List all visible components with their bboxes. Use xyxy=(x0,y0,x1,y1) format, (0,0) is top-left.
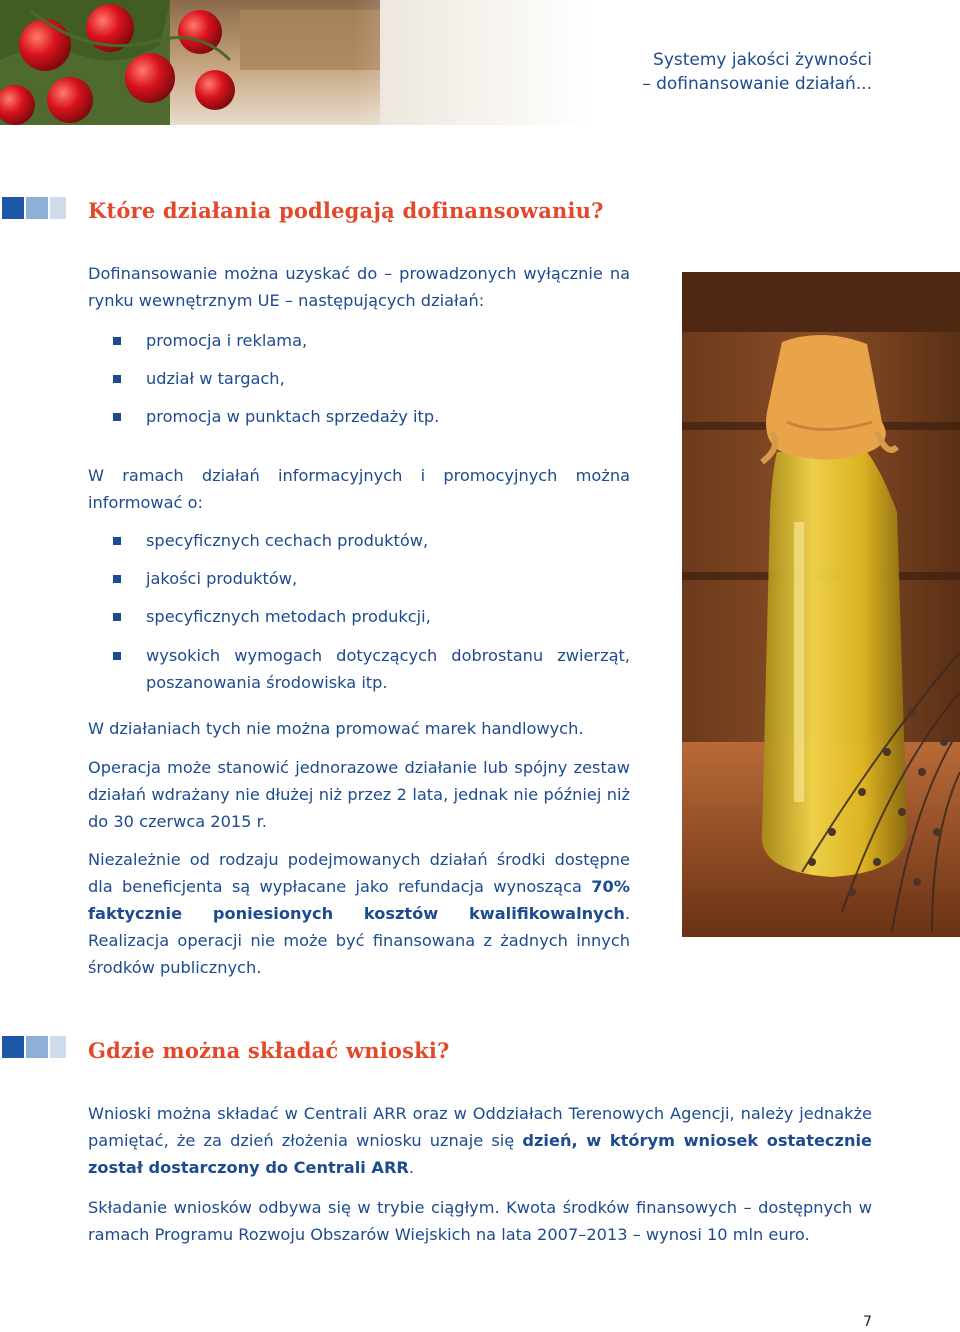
section-title-actions: Które działania podlegają dofinansowaniu? xyxy=(88,198,604,223)
list-item: wysokich wymogach dotyczących dobrostanu zwierząt, poszanowania środowiska itp. xyxy=(88,642,630,696)
list-item: promocja w punktach sprzedaży itp. xyxy=(88,403,630,441)
running-header-line1: Systemy jakości żywności xyxy=(653,50,872,70)
info-intro-paragraph: W ramach działań informacyjnych i promocyjnych można informować o: xyxy=(88,466,630,512)
section-marker xyxy=(2,197,66,219)
list-item: promocja i reklama, xyxy=(88,327,630,365)
section-marker xyxy=(2,1036,66,1058)
operation-paragraph: Operacja może stanowić jednorazowe działanie lub spójny zestaw działań wdrażany nie dłużej niż przez 2 lata, jednak nie później niż do 30 czerwca 2015 r. xyxy=(88,758,630,831)
bullet-list-info xyxy=(88,527,630,696)
list-item: specyficznych cechach produktów, xyxy=(88,527,630,565)
intro-paragraph: Dofinansowanie można uzyskać do – prowadzonych wyłącznie na rynku wewnętrznym UE – następujących działań: xyxy=(88,264,630,310)
running-header-line2: – dofinansowanie działań... xyxy=(642,74,872,94)
list-item: jakości produktów, xyxy=(88,565,630,603)
applications-highlight: dzień, w którym wniosek ostatecznie został dostarczony do Centrali ARR xyxy=(88,1131,872,1177)
running-header xyxy=(642,48,872,96)
applications-paragraph: Wnioski można składać w Centrali ARR oraz w Oddziałach Terenowych Agencji, należy jednakże pamiętać, że za dzień złożenia wniosku uznaje się dzień, w którym wniosek ostatecznie został dostarczony do Centrali ARR. xyxy=(88,1104,872,1177)
brands-paragraph: W działaniach tych nie można promować marek handlowych. xyxy=(88,719,584,738)
page-number: 7 xyxy=(863,1314,872,1330)
oil-bottle-photo xyxy=(682,272,960,937)
bullet-list-actions xyxy=(88,327,630,441)
list-item: specyficznych metodach produkcji, xyxy=(88,603,630,642)
refund-highlight: 70% faktycznie poniesionych kosztów kwalifikowalnych xyxy=(88,877,630,923)
oil-bottle-image xyxy=(682,272,960,937)
list-item: udział w targach, xyxy=(88,365,630,403)
header-photo xyxy=(0,0,590,125)
funding-paragraph: Składanie wniosków odbywa się w trybie ciągłym. Kwota środków finansowych – dostępnych w ramach Programu Rozwoju Obszarów Wiejskich na lata 2007–2013 – wynosi 10 mln euro. xyxy=(88,1198,872,1244)
section-title-applications: Gdzie można składać wnioski? xyxy=(88,1038,450,1063)
refund-paragraph: Niezależnie od rodzaju podejmowanych działań środki dostępne dla beneficjenta są wypłacane jako refundacja wynosząca 70% faktycznie poniesionych kosztów kwalifikowalnych. Realizacja operacji nie może być finansowana z żadnych innych środków publicznych. xyxy=(88,850,630,977)
